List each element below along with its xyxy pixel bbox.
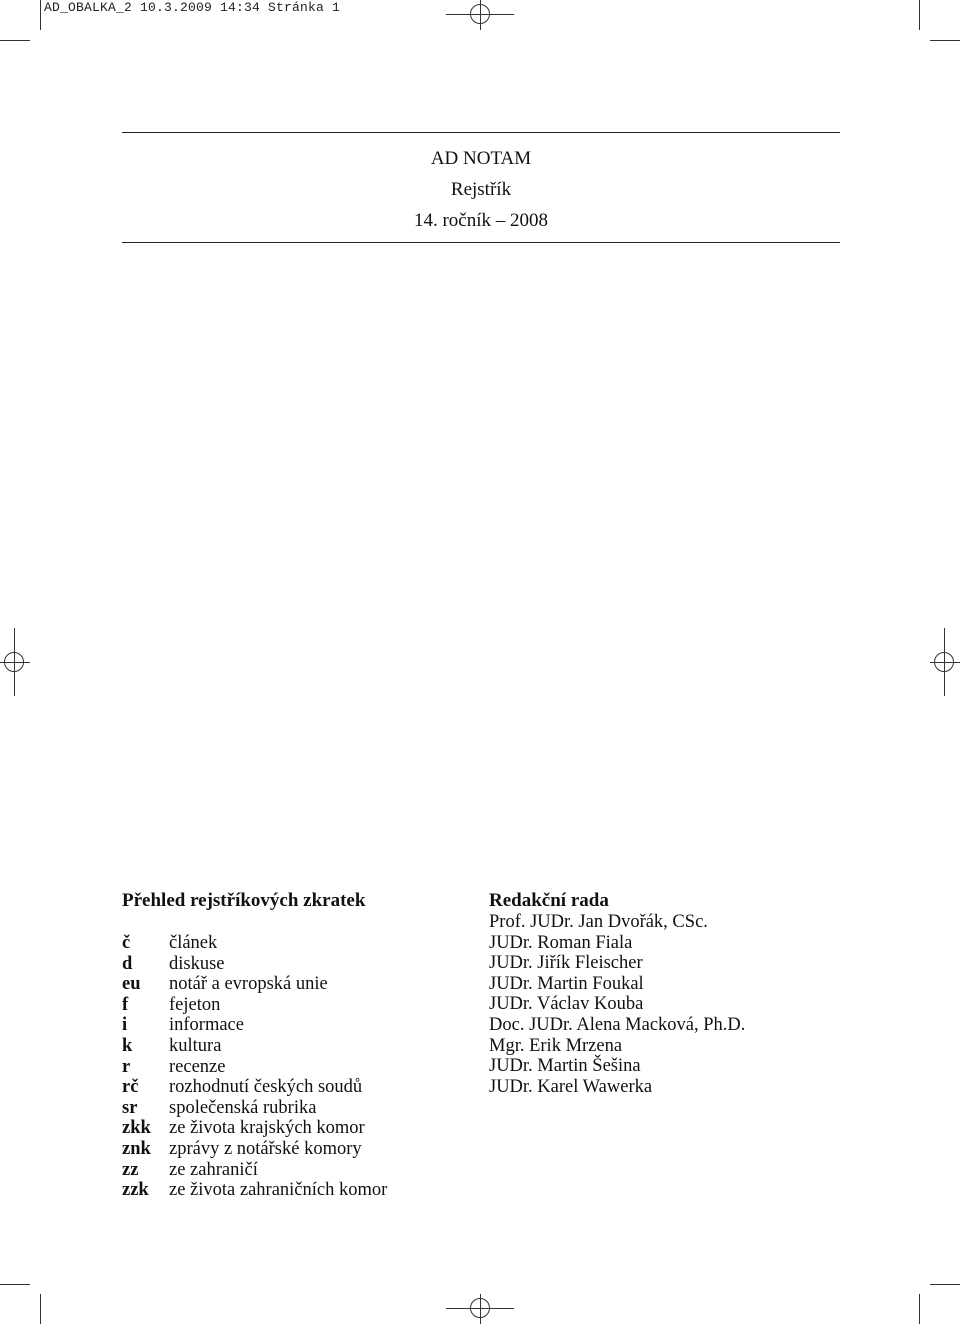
- abbr-meaning: ze života krajských komor: [169, 1118, 365, 1139]
- abbr-meaning: rozhodnutí českých soudů: [169, 1077, 363, 1098]
- abbr-meaning: notář a evropská unie: [169, 974, 328, 995]
- abbr-code: eu: [122, 974, 141, 995]
- abbr-code: i: [122, 1015, 128, 1036]
- abbr-meaning: ze života zahraničních komor: [169, 1180, 388, 1201]
- abbr-code: k: [122, 1036, 133, 1056]
- abbr-code: zkk: [122, 1118, 151, 1139]
- abbr-code: rč: [122, 1077, 139, 1098]
- board-member: JUDr. Václav Kouba: [489, 994, 644, 1015]
- abbr-meaning: diskuse: [169, 953, 225, 974]
- abbr-code: zz: [122, 1159, 139, 1180]
- bottom-rule: [122, 242, 840, 243]
- abbr-code: r: [122, 1056, 131, 1077]
- volume-label: 14. ročník – 2008: [413, 210, 549, 231]
- index-subtitle: Rejstřík: [450, 179, 512, 200]
- title-block: [122, 146, 840, 236]
- board-member: JUDr. Martin Foukal: [489, 973, 644, 994]
- abbr-meaning: fejeton: [169, 994, 221, 1015]
- abbr-meaning: informace: [169, 1015, 244, 1036]
- publication-title: AD NOTAM: [430, 148, 532, 169]
- board-member: JUDr. Martin Šešina: [489, 1056, 641, 1077]
- abbr-code: znk: [122, 1139, 151, 1159]
- board-member: JUDr. Jiřík Fleischer: [489, 953, 643, 974]
- editorial-board-heading: Redakční rada: [489, 890, 609, 911]
- board-member: Prof. JUDr. Jan Dvořák, CSc.: [489, 912, 708, 932]
- abbr-meaning: kultura: [169, 1036, 222, 1056]
- abbr-code: d: [122, 953, 133, 974]
- board-member: Doc. JUDr. Alena Macková, Ph.D.: [489, 1015, 746, 1035]
- abbr-meaning: ze zahraničí: [169, 1159, 258, 1180]
- print-slug: AD_OBALKA_2 10.3.2009 14:34 Stránka 1: [44, 0, 341, 15]
- top-rule: [122, 132, 840, 133]
- abbr-code: f: [122, 994, 129, 1015]
- abbr-code: č: [122, 933, 131, 953]
- abbr-code: sr: [122, 1097, 138, 1118]
- board-member: Mgr. Erik Mrzena: [489, 1035, 623, 1056]
- abbr-meaning: článek: [169, 933, 218, 953]
- abbreviations-heading: Přehled rejstříkových zkratek: [122, 890, 366, 911]
- abbr-meaning: zprávy z notářské komory: [169, 1139, 362, 1159]
- abbr-meaning: recenze: [169, 1056, 226, 1077]
- abbr-meaning: společenská rubrika: [169, 1097, 317, 1118]
- board-member: JUDr. Roman Fiala: [489, 932, 633, 953]
- board-member: JUDr. Karel Wawerka: [489, 1076, 653, 1097]
- abbr-code: zzk: [122, 1180, 149, 1201]
